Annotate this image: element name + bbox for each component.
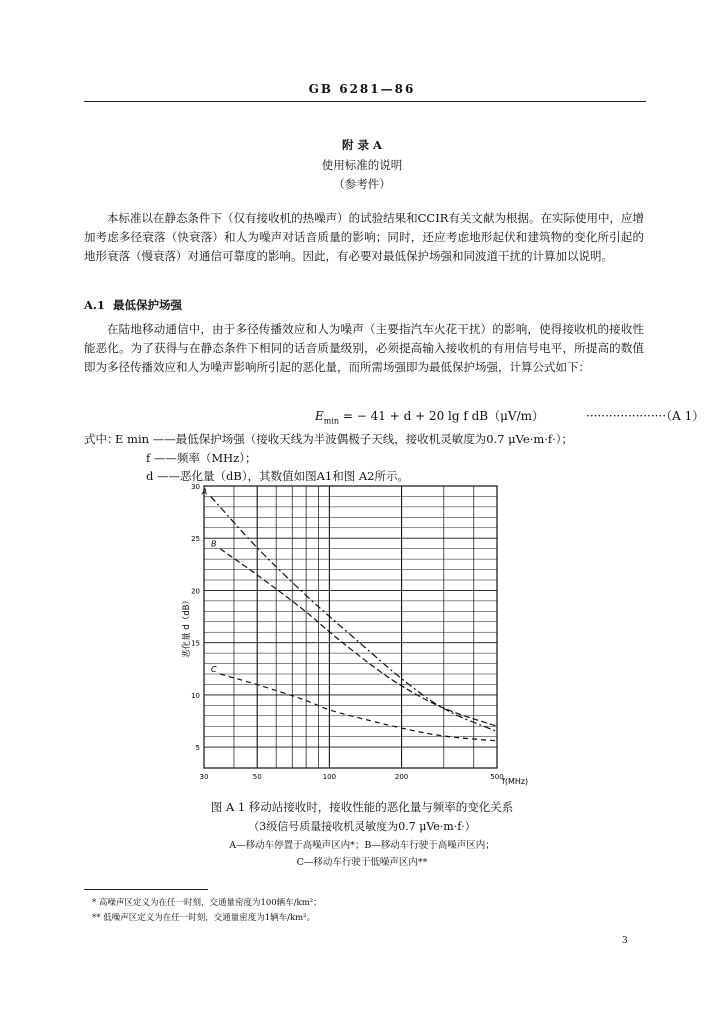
x-tick-label: 50 bbox=[252, 773, 262, 781]
section-a1-heading bbox=[84, 297, 182, 313]
formula-number bbox=[586, 407, 704, 424]
figure-caption: 图 A 1 移动站接收时，接收性能的恶化量与频率的变化关系 bbox=[210, 800, 514, 814]
section-number: A.1 bbox=[84, 298, 105, 312]
curve-C bbox=[220, 674, 497, 741]
standard-header: GB 6281—86 bbox=[308, 82, 416, 96]
figure-a1-chart bbox=[180, 482, 530, 798]
formula-rhs: = − 41 + d + 20 lg f dB（μV/m） bbox=[339, 409, 544, 423]
definitions-label: 式中： bbox=[84, 432, 119, 446]
x-tick-label: 500 bbox=[490, 773, 504, 781]
x-tick-label: 200 bbox=[394, 773, 409, 781]
definition-d: d ——恶化量（dB），其数值如图A1和图 A2所示。 bbox=[146, 469, 409, 483]
curve-A bbox=[211, 496, 497, 731]
figure-legend-1: A—移动车停置于高噪声区内*；B—移动车行驶于高噪声区内； bbox=[229, 840, 495, 851]
chart-curves bbox=[201, 487, 497, 740]
footnote-2: ** 低噪声区定义为在任一时刻，交通量密度为1辆车/km²。 bbox=[92, 913, 316, 923]
section-title: 最低保护场强 bbox=[112, 298, 182, 312]
formula-eq-no: （A 1） bbox=[666, 409, 705, 423]
header-rule bbox=[84, 101, 646, 102]
page-number: 3 bbox=[622, 936, 628, 946]
formula-sub: min bbox=[323, 416, 340, 426]
y-axis-label: 恶化量 d（dB） bbox=[182, 596, 192, 658]
appendix-subtitle: 使用标准的说明 bbox=[321, 158, 403, 172]
x-axis-unit: f(MHz) bbox=[502, 777, 529, 786]
appendix-title: 附 录 A bbox=[342, 138, 382, 152]
figure-caption-2: （3级信号质量接收机灵敏度为0.7 μVe·m·f·） bbox=[248, 820, 476, 833]
chart-frame bbox=[204, 486, 497, 768]
y-tick-label: 10 bbox=[191, 691, 200, 700]
x-tick-labels bbox=[200, 773, 504, 781]
y-tick-labels bbox=[191, 483, 200, 752]
section-a1-paragraph: 在陆地移动通信中，由于多径传播效应和人为噪声（主要指汽车火花干扰）的影响，使得接收机的接收性能恶化。为了获得与在静态条件下相同的话音质量级别，必须提高输入接收机的有用信号电平，所提高的数值即为多径传播效应和人为噪声影响所引起的恶化量，而所需场强即为最低保护场强，计算公式如下： bbox=[84, 322, 644, 374]
y-tick-label: 25 bbox=[191, 535, 200, 544]
x-tick-label: 100 bbox=[322, 773, 337, 781]
definition-f: f ——频率（MHz）； bbox=[146, 451, 257, 465]
x-tick-label: 30 bbox=[199, 773, 209, 781]
footnote-rule bbox=[84, 889, 208, 890]
formula-lhs: E bbox=[315, 409, 324, 423]
definition-emin: E min ——最低保护场强（接收天线为半波偶极子天线，接收机灵敏度为0.7 μVe·m·f·）； bbox=[115, 432, 574, 446]
intro-paragraph: 本标准以在静态条件下（仅有接收机的热噪声）的试验结果和CCIR有关文献为根据。在实际使用中，应增加考虑多径衰落（快衰落）和人为噪声对话音质量的影响；同时，还应考虑地形起伏和建筑物的变化所引起的地形衰落（慢衰落）对通信可靠度的影响。因此，有必要对最低保护场强和同波道干扰的计算加以说明。 bbox=[84, 211, 644, 263]
formula-a1 bbox=[315, 407, 544, 425]
figure-legend-2: C—移动车行驶于低噪声区内** bbox=[296, 857, 428, 868]
formula-dots: ····················· bbox=[586, 409, 667, 423]
y-tick-label: 30 bbox=[191, 483, 200, 491]
chart-grid bbox=[204, 486, 497, 768]
curve-label-A: A bbox=[201, 487, 208, 497]
curve-B bbox=[220, 549, 497, 727]
curve-label-C: C bbox=[211, 665, 217, 674]
appendix-note: （参考件） bbox=[333, 177, 391, 191]
footnote-1: * 高噪声区定义为在任一时刻，交通量密度为100辆车/km²； bbox=[92, 898, 322, 908]
y-tick-label: 5 bbox=[195, 744, 200, 753]
curve-label-B: B bbox=[211, 539, 217, 549]
y-tick-label: 15 bbox=[191, 639, 200, 648]
y-tick-label: 20 bbox=[191, 587, 200, 596]
